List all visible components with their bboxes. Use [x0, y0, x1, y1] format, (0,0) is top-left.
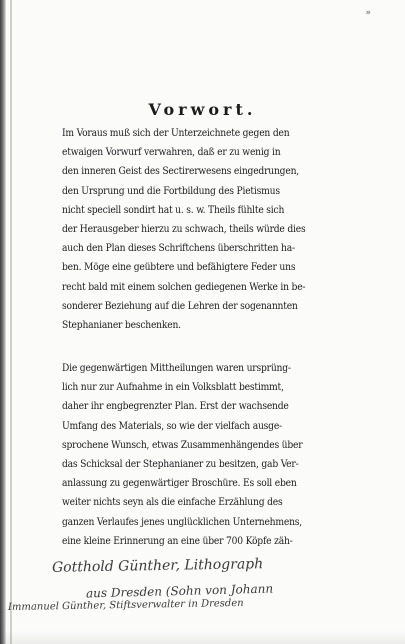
text-line: anlassung zu gegenwärtiger Broschüre. Es soll eben	[62, 478, 297, 490]
text-line: recht bald mit einem solchen gediegenen Werke in be-	[62, 281, 306, 293]
page-fold-line	[10, 0, 12, 644]
text-line: der Herausgeber hierzu zu schwach, theils würde dies	[62, 223, 306, 235]
text-line: Umfang des Materials, so wie der vielfach ausge-	[62, 420, 282, 432]
text-line: nicht speciell sondirt hat u. s. w. Theils fühlte sich	[62, 204, 285, 216]
text-line: Stephanianer beschenken.	[62, 319, 181, 331]
handwritten-note-line-2: aus Dresden (Sohn von Johann	[85, 581, 274, 601]
text-line: weiter nichts seyn als die einfache Erzählung des	[62, 497, 283, 509]
corner-mark: »	[365, 8, 371, 18]
text-line: das Schicksal der Stephanianer zu besitzen, gab Ver-	[62, 458, 299, 470]
text-line: auch den Plan dieses Schriftchens überschritten ha-	[62, 243, 295, 255]
text-line: ben. Möge eine geübtere und befähigtere Feder uns	[62, 262, 296, 274]
text-line: eine kleine Erinnerung an eine über 700 Köpfe zäh-	[62, 535, 293, 547]
text-line: den inneren Geist des Sectirerwesens eingedrungen,	[62, 166, 299, 178]
text-line: Im Voraus muß sich der Unterzeichnete gegen den	[62, 128, 290, 139]
paragraph-1	[62, 124, 352, 335]
text-line: sprochene Wunsch, etwas Zusammenhängendes über	[62, 439, 303, 451]
text-line: etwaigen Vorwurf verwahren, daß er zu wenig in	[62, 147, 281, 159]
text-line: ganzen Verlaufes jenes unglücklichen Unternehmens,	[62, 516, 303, 528]
text-line: Die gegenwärtigen Mittheilungen waren ursprüng-	[62, 363, 291, 374]
text-line: sonderer Beziehung auf die Lehren der sogenannten	[62, 300, 298, 312]
page-binding-shadow	[0, 0, 6, 644]
scan-bottom-shadow	[0, 630, 405, 644]
text-line: lich nur zur Aufnahme in ein Volksblatt bestimmt,	[62, 382, 284, 394]
paragraph-2	[62, 359, 352, 551]
handwritten-note-line-1: Gotthold Günther, Lithograph	[51, 556, 264, 576]
text-line: daher ihr engbegrenzter Plan. Erst der wachsende	[62, 401, 289, 413]
page-heading: Vorwort.	[148, 100, 257, 119]
handwritten-note-line-3: Immanuel Günther, Stiftsverwalter in Dresden	[7, 597, 244, 614]
text-line: den Ursprung und die Fortbildung des Pietismus	[62, 185, 280, 197]
